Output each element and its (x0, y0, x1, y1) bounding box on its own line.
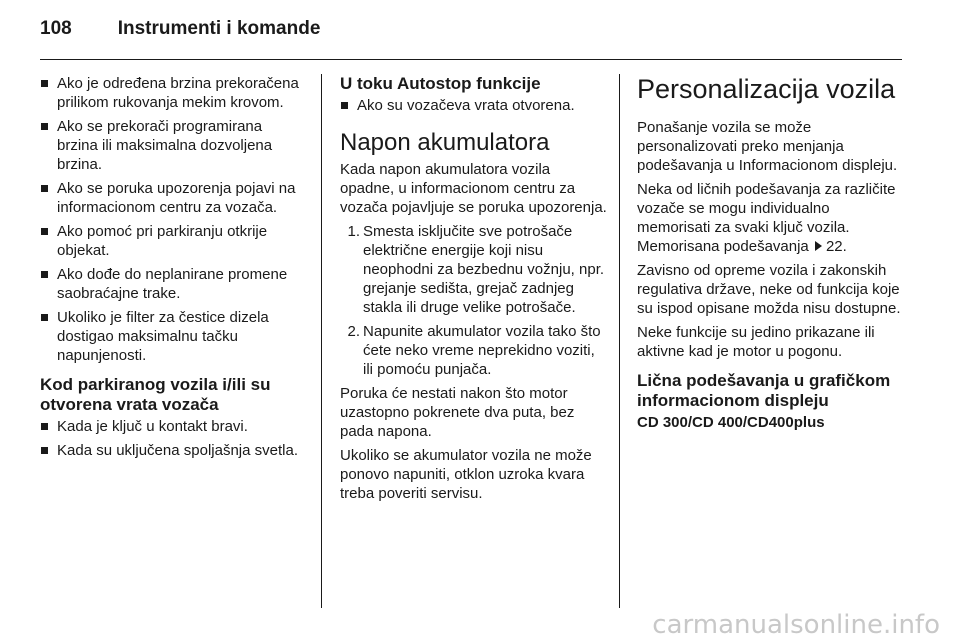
step-item (340, 322, 608, 379)
list-item: Kada su uključena spoljašnja svetla. (40, 441, 306, 460)
battery-steps (340, 222, 608, 379)
column-1 (40, 74, 306, 465)
list-item: Ako je određena brzina prekoračena prilikom rukovanja mekim krovom. (40, 74, 306, 112)
column-divider-1 (321, 74, 322, 608)
list-item: Ukoliko je filter za čestice dizela dostigao maksimalnu tačku napunjenosti. (40, 308, 306, 365)
battery-intro: Kada napon akumulatora vozila opadne, u informacionom centru za vozača pojavljuje se poruka upozorenja. (340, 161, 607, 216)
page-number: 108 (40, 18, 72, 39)
list-item: Ako se poruka upozorenja pojavi na informacionom centru za vozača. (40, 179, 306, 217)
column-divider-2 (619, 74, 620, 608)
list-item: Ako dođe do neplanirane promene saobraćajne trake. (40, 265, 306, 303)
section-heading-autostop: U toku Autostop funkcije (340, 74, 541, 93)
parked-list (40, 417, 306, 460)
step-text: Smesta isključite sve potrošače električne energije koji nisu neophodni za bezbednu vožnju, npr. grejanje sedišta, grejač zadnjeg stakla ili druge velike potrošače. (363, 223, 605, 316)
personalization-para-2 (637, 180, 905, 256)
personalization-para-1: Ponašanje vozila se može personalizovati preko menjanja podešavanja u Informacionom displeju. (637, 119, 898, 174)
step-number: 2. (347, 323, 360, 340)
watermark: carmanualsonline.info (652, 610, 940, 640)
personalization-para-4: Neke funkcije su jedino prikazane ili aktivne kad je motor u pogonu. (637, 324, 875, 360)
para-text: Neka od ličnih podešavanja za različite vozače se mogu individualno memorisati za svaki ključ vozila. Memorisana podešavanja (637, 181, 896, 255)
page-reference[interactable]: 22. (825, 238, 847, 255)
page-header (40, 18, 320, 48)
section-title-personalization: Personalizacija vozila (637, 74, 896, 104)
subheading-cd-models: CD 300/CD 400/CD400plus (637, 414, 825, 431)
step-number: 1. (347, 223, 360, 240)
list-item: Ako pomoć pri parkiranju otkrije objekat. (40, 222, 306, 260)
page-title: Instrumenti i komande (117, 18, 321, 39)
warning-list (40, 74, 306, 365)
header-rule (40, 59, 902, 60)
step-item (340, 222, 608, 317)
list-item: Ako se prekorači programirana brzina ili maksimalna dozvoljena brzina. (40, 117, 306, 174)
list-item: Ako su vozačeva vrata otvorena. (340, 96, 608, 115)
step-text: Napunite akumulator vozila tako što ćete neko vreme neprekidno voziti, ili pomoću punjača. (363, 323, 601, 378)
section-heading-graphic-display: Lična podešavanja u grafičkom informacionom displeju (637, 371, 891, 410)
personalization-para-3: Zavisno od opreme vozila i zakonskih regulativa države, neke od funkcija koje su ispod opisane možda nisu dostupne. (637, 262, 901, 317)
section-title-battery: Napon akumulatora (340, 129, 550, 156)
column-3 (637, 74, 905, 432)
autostop-list (340, 96, 608, 115)
section-heading-parked: Kod parkiranog vozila i/ili su otvorena vrata vozača (40, 375, 271, 414)
battery-para-2: Ukoliko se akumulator vozila ne može ponovo napuniti, otklon uzroka kvara treba poveriti servisu. (340, 447, 592, 502)
page-reference-icon (815, 241, 822, 251)
battery-para-1: Poruka će nestati nakon što motor uzastopno pokrenete dva puta, bez pada napona. (340, 385, 575, 440)
column-2 (340, 74, 608, 508)
list-item: Kada je ključ u kontakt bravi. (40, 417, 306, 436)
